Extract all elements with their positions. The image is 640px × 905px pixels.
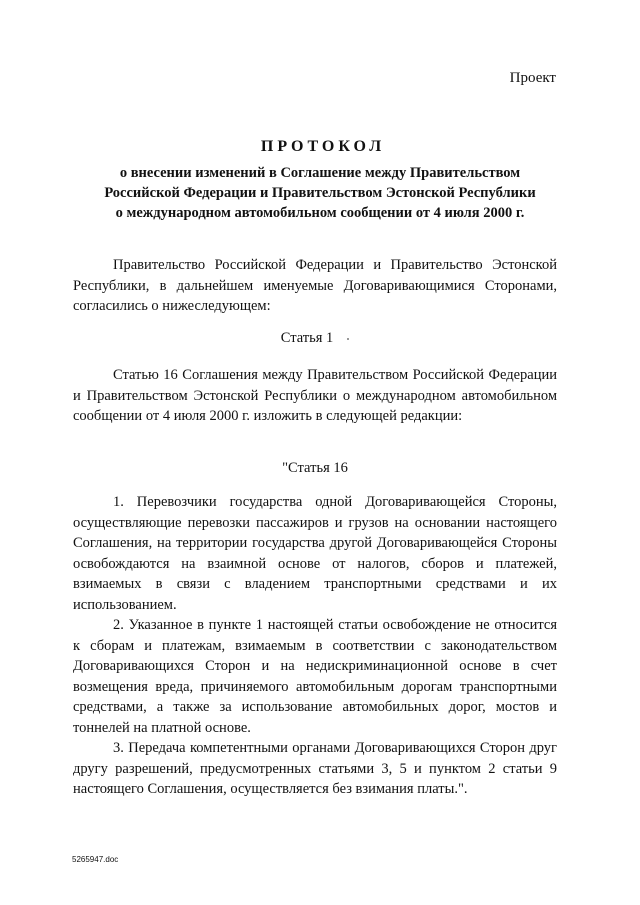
article-item: 3. Передача компетентными органами Договаривающихся Сторон друг другу разрешений, предусмотренных статьями 3, 5 и пунктом 2 статьи 9 настоящего Соглашения, осуществляется без взимания платы.". xyxy=(73,740,557,797)
article-paragraph: Статью 16 Соглашения между Правительством Российской Федерации и Правительством Эстонской Республики о международном автомобильном сообщении от 4 июля 2000 г. изложить в следующей редакции: xyxy=(73,367,557,424)
document-subtitle xyxy=(70,163,570,223)
article-item: 2. Указанное в пункте 1 настоящей статьи освобождение не относится к сборам и платежам, взимаемым в соответствии с законодательством Договаривающихся Сторон и на недискриминационной основе в счет возмещения вреда, причиняемого автомобильным дорогам транспортными средствами, а также за использование автомобильных дорог, мостов и тоннелей на платной основе. xyxy=(73,617,557,736)
article-block xyxy=(73,365,557,427)
footer-filename: 5265947.doc xyxy=(72,855,119,864)
document-title: ПРОТОКОЛ xyxy=(260,138,386,155)
subtitle-line: о международном автомобильном сообщении от 4 июля 2000 г. xyxy=(115,205,525,221)
scan-speck xyxy=(347,338,349,340)
preamble-block xyxy=(73,255,557,317)
subtitle-line: Российской Федерации и Правительством Эстонской Республики xyxy=(104,185,536,201)
draft-label: Проект xyxy=(509,70,556,86)
article-item: 1. Перевозчики государства одной Договаривающейся Стороны, осуществляющие перевозки пассажиров и грузов на основании настоящего Соглашения, на территории государства другой Договаривающейся Стороны освобождаются на взаимной основе от налогов, сборов и платежей, взимаемых в связи с владением транспортными средствами и их использованием. xyxy=(73,494,557,613)
quoted-article-heading: "Статья 16 xyxy=(282,460,348,476)
article-items xyxy=(73,492,557,800)
preamble-paragraph: Правительство Российской Федерации и Правительство Эстонской Республики, в дальнейшем именуемые Договаривающимися Сторонами, согласились о нижеследующем: xyxy=(73,257,557,314)
subtitle-line: о внесении изменений в Соглашение между Правительством xyxy=(119,165,521,181)
article-heading xyxy=(73,330,557,347)
article-heading-text: Статья 1 xyxy=(280,330,334,346)
